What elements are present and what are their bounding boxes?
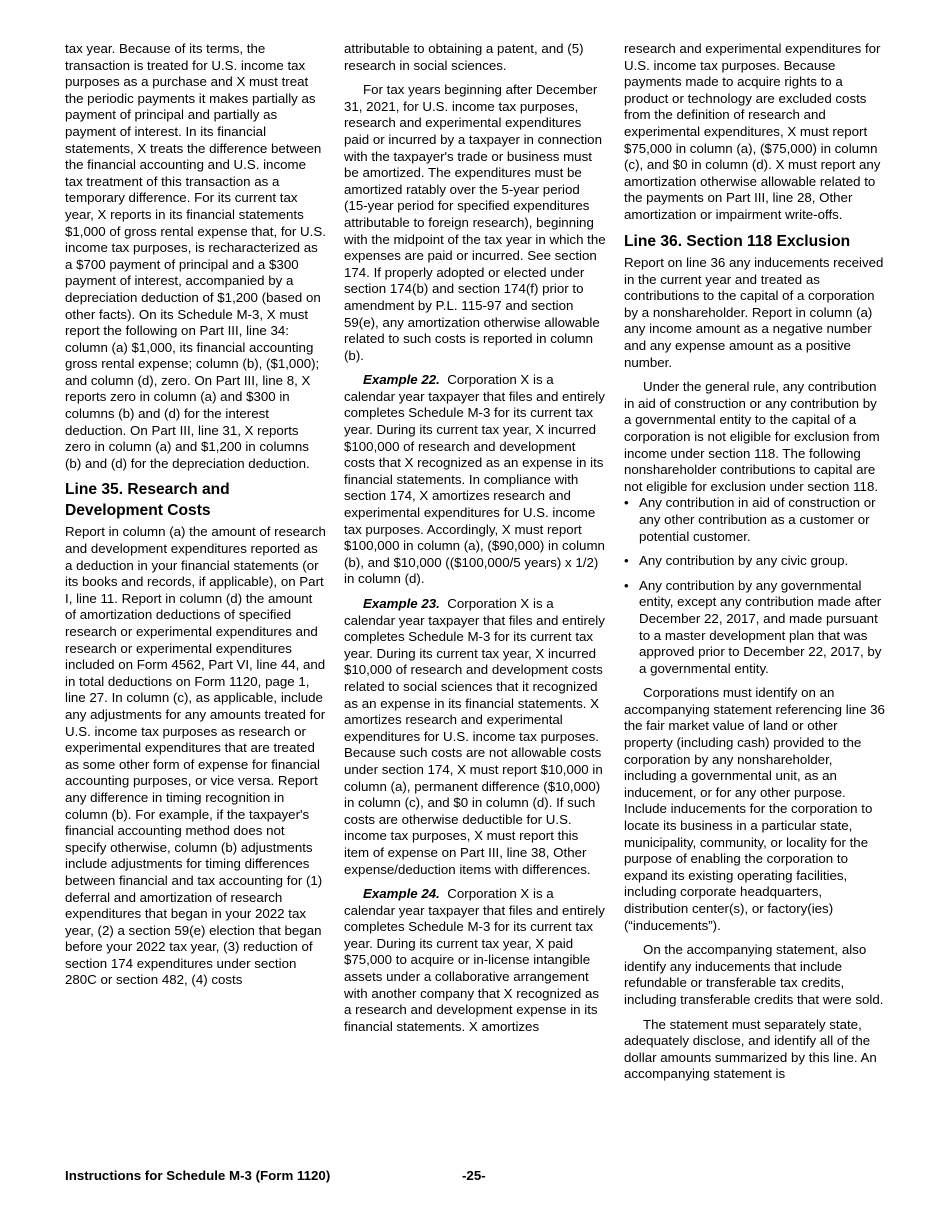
paragraph-after-2021: For tax years beginning after December 31, 2021, for U.S. income tax purposes, research and experimental expenditures paid or incurred by a taxpayer in connection with the taxpayer's trade or business must be amortized. The expenditures must be amortized ratably over the 5-year period (15-year period for specified expenditures attributable to foreign research), beginning with the midpoint of the tax year in which the expenses are paid or incurred. See section 174. If properly adopted or elected under section 174(b) and section 174(f) prior to amendment by P.L. 115-97 and section 59(e), any amortization otherwise allowable related to such costs is reported in column (b). [344,82,606,363]
example-23-label: Example 23. [363,596,440,611]
paragraph-general-rule: Under the general rule, any contribution in aid of construction or any contribution by a governmental entity to the capital of a corporation is not eligible for exclusion from income under section 118. The following nonshareholder contributions to capital are not eligible for exclusion under section 118. [624,379,880,494]
example-23 [344,596,606,878]
column-2 [344,41,606,1043]
example-24 [344,886,606,1035]
paragraph-rd-continued: research and experimental expenditures for U.S. income tax purposes. Because payments made to acquire rights to a product or technology are excluded costs from the definition of research and experimental expenditures, X must report $75,000 in column (a), ($75,000) in column (c), and $0 in column (d). X must report any amortization otherwise allowable related to the payments on Part III, line 28, Other amortization or impairment write-offs. [624,41,881,222]
bullet-item: • Any contribution in aid of construction or any other contribution as a customer or potential customer. [624,495,876,544]
heading-line-35: Line 35. Research and Development Costs [65,481,230,519]
paragraph-patent-costs: attributable to obtaining a patent, and (5) research in social sciences. [344,41,584,73]
heading-line-36: Line 36. Section 118 Exclusion [624,232,851,250]
bullet-item: • Any contribution by any civic group. [624,553,849,569]
example-22-label: Example 22. [363,372,440,388]
paragraph-rental-transaction: tax year. Because of its terms, the transaction is treated for U.S. income tax purposes as a purchase and X must treat the periodic payments it makes partially as payment of principal and partially as payment of interest. In its financial statements, X treats the difference between the financial accounting and U.S. income tax treatment of this transaction as a temporary difference. For its current tax year, X reports in its financial statements $1,000 of gross rental expense that, for U.S. income tax purposes, is recharacterized as a $700 payment of principal and a $300 payment of interest, accompanied by a depreciation deduction of $1,200 (based on other facts). On its Schedule M-3, X must report the following on Part III, line 34: column (a) $1,000, its financial accounting gross rental expense; column (b), ($1,000); and column (d), zero. On Part III, line 8, X reports zero in column (a) and $300 in columns (b) and (d) for the interest deduction. On Part III, line 31, X reports zero in column (a) and $1,200 in columns (b) and (d) for the depreciation deduction. [65,41,326,471]
example-22-text: Corporation X is a calendar year taxpayer that files and entirely completes Schedule M-3 for its current tax year. During its current tax year, X incurred $100,000 of research and development costs that X recognized as an expense in its financial statements. In compliance with section 174, X amortizes research and experimental expenditures for U.S. income tax purposes. Accordingly, X must report $100,000 in column (a), ($90,000) in column (b), and $10,000 (($100,000/5 years) x 1/2) in column (d). [344,372,605,587]
paragraph-tax-credits: On the accompanying statement, also identify any inducements that include refundable or transferable tax credits, including transferable credits that were sold. [624,942,884,1007]
bullet-item: • Any contribution by any governmental entity, except any contribution made after December 22, 2017, and made pursuant to a master development plan that was approved prior to December 22, 2017, by a governmental entity. [624,577,882,676]
footer-title: Instructions for Schedule M-3 (Form 1120) [65,1168,331,1183]
example-24-label: Example 24. [363,886,440,902]
bullet-icon: • [624,495,629,511]
page-number: -25- [462,1168,486,1183]
paragraph-line-36: Report on line 36 any inducements received in the current year and treated as contributions to the capital of a corporation by a nonshareholder. Report in column (a) any income amount as a negative number and any expense amount as a positive number. [624,255,884,370]
example-24-text: Corporation X is a calendar year taxpayer that files and entirely completes Schedule M-3 for its current tax year. During its current tax year, X paid $75,000 to acquire or in-license intangible assets under a collaborative arrangement with another company that X recognized as a research and development expense in its financial statements. X amortizes [344,886,605,1034]
example-23-text: Corporation X is a calendar year taxpayer that files and entirely completes Schedule M-3 for its current tax year. During its current tax year, X incurred $10,000 of research and development costs related to social sciences that it recognized as an expense in its financial statements. X amortizes research and experimental expenditures for U.S. income tax purposes. Because such costs are not allowable costs under section 174, X must report $10,000 in column (a), permanent difference ($10,000) in column (c), and $0 in column (d). If such costs are otherwise deductible for U.S. income tax purposes, X must report this item of expense on Part III, line 38, Other expense/deduction items with differences. [344,596,605,877]
paragraph-separately-state: The statement must separately state, adequately disclose, and identify all of the dollar amounts summarized by this line. An accompanying statement is [624,1016,877,1082]
example-22 [344,372,606,588]
paragraph-identify-statement: Corporations must identify on an accompanying statement referencing line 36 the fair market value of land or other property (including cash) provided to the corporation by any nonshareholder, including a governmental unit, as an inducement, or for any other purpose. Include inducements for the corporation to locate its business in a particular state, municipality, community, or locality for the purpose of enabling the corporation to expand its existing operating facilities, including corporate headquarters, distribution center(s), or factory(ies) (“inducements”). [624,685,885,933]
column-1 [65,41,327,997]
bullet-icon: • [624,577,629,593]
paragraph-line-35: Report in column (a) the amount of research and development expenditures reported as a deduction in your financial statements (or its books and records, if applicable), on Part I, line 11. Report in column (d) the amount of amortization deductions of specified research or experimental expenditures and research or experimental expenditures included on Form 4562, Part VI, line 44, and in total deductions on Form 1120, page 1, line 27. In column (c), as applicable, include any adjustments for any amounts treated for U.S. income tax purposes as research or experimental expenditures that are treated as some other form of expense for financial accounting purposes, or vice versa. Report any difference in timing recognition in column (b). For example, if the taxpayer's financial accounting method does not specify otherwise, column (b) adjustments include adjustments for timing differences between financial and tax accounting for (1) deferral and amortization of research expenditures that began in your 2022 tax year, (2) a section 59(e) election that began before your 2022 tax year, (3) reduction of section 174 expenditures under section 280C or section 482, (4) costs [65,524,326,988]
bullet-icon: • [624,553,629,569]
column-3 [624,41,886,1091]
